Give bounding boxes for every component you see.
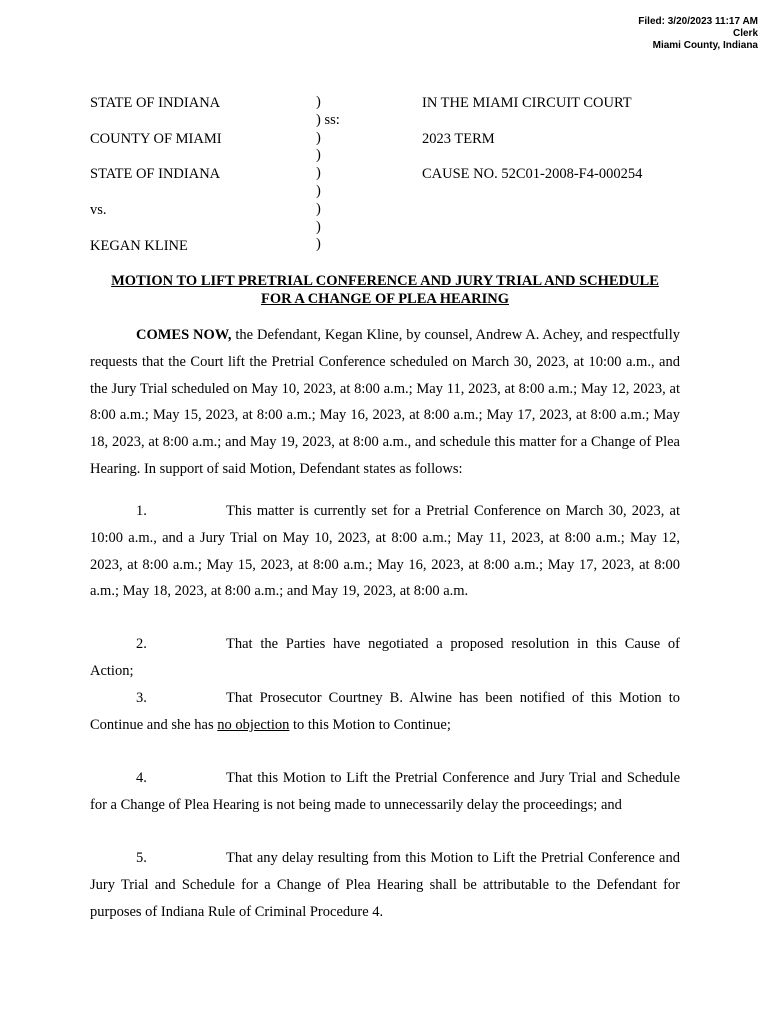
filed-clerk: Clerk (732, 28, 758, 39)
paragraph-3-number: 3. (136, 690, 147, 706)
caption-term: 2023 TERM (422, 131, 495, 147)
paragraph-5 (90, 845, 680, 925)
paragraph-3 (90, 685, 680, 739)
paragraph-4-number: 4. (136, 770, 147, 786)
caption-parentheses: ) ) ss: ) ) ) ) ) ) ) (316, 94, 340, 253)
paragraph-4-text: That this Motion to Lift the Pretrial Conference and Jury Trial and Schedule for a Change of Plea Hearing is not being made to unnecessarily delay the proceedings; and (90, 770, 680, 813)
title-line-1: MOTION TO LIFT PRETRIAL CONFERENCE AND JURY TRIAL AND SCHEDULE (111, 273, 659, 289)
filing-stamp (638, 16, 758, 52)
caption-plaintiff: STATE OF INDIANA (90, 166, 221, 182)
caption-cause-number: CAUSE NO. 52C01-2008-F4-000254 (422, 166, 643, 182)
intro-paragraph (90, 322, 680, 483)
title-line-2: FOR A CHANGE OF PLEA HEARING (260, 291, 509, 307)
filed-county: Miami County, Indiana (652, 40, 758, 51)
caption-defendant: KEGAN KLINE (90, 238, 188, 254)
paragraph-1-number: 1. (136, 503, 147, 519)
paragraph-5-number: 5. (136, 850, 147, 866)
paragraph-2 (90, 631, 680, 685)
caption-court: IN THE MIAMI CIRCUIT COURT (422, 95, 632, 111)
paragraph-3-text-before: That Prosecutor Courtney B. Alwine has been notified of this Motion to Continue and she has (90, 690, 680, 733)
document-title (90, 272, 680, 308)
paragraph-4 (90, 765, 680, 819)
filed-date: Filed: 3/20/2023 11:17 AM (638, 16, 758, 27)
paragraph-1-text: This matter is currently set for a Pretrial Conference on March 30, 2023, at 10:00 a.m., and a Jury Trial on May 10, 2023, at 8:00 a.m.; May 11, 2023, at 8:00 a.m.; May 12, 2023, at 8:00 a.m.; May 15, 2023, at 8:00 a.m.; May 16, 2023, at 8:00 a.m.; May 17, 2023, at 8:00 a.m.; May 18, 2023, at 8:00 a.m.; and May 19, 2023, at 8:00 a.m. (90, 503, 680, 600)
caption-county: COUNTY OF MIAMI (90, 131, 222, 147)
paragraph-3-text-after: to this Motion to Continue; (289, 716, 451, 733)
paragraph-2-number: 2. (136, 636, 147, 652)
no-objection-underlined: no objection (217, 716, 290, 733)
paragraph-1 (90, 498, 680, 605)
intro-text: the Defendant, Kegan Kline, by counsel, Andrew A. Achey, and respectfully requests that the Court lift the Pretrial Conference scheduled on March 30, 2023, at 10:00 a.m., and the Jury Trial scheduled on May 10, 2023, at 8:00 a.m.; May 11, 2023, at 8:00 a.m.; May 12, 2023, at 8:00 a.m.; May 15, 2023, at 8:00 a.m.; May 16, 2023, at 8:00 a.m.; May 17, 2023, at 8:00 a.m.; May 18, 2023, at 8:00 a.m.; and May 19, 2023, at 8:00 a.m., and schedule this matter for a Change of Plea Hearing. In support of said Motion, Defendant states as follows: (90, 327, 680, 477)
caption-state: STATE OF INDIANA (90, 95, 221, 111)
paragraph-5-text: That any delay resulting from this Motion to Lift the Pretrial Conference and Jury Trial and Schedule for a Change of Plea Hearing shall be attributable to the Defendant for purposes of Indiana Rule of Criminal Procedure 4. (90, 850, 680, 920)
paragraph-2-text: That the Parties have negotiated a proposed resolution in this Cause of Action; (90, 636, 680, 679)
caption-versus: vs. (90, 202, 107, 218)
intro-lead: COMES NOW, (136, 327, 232, 343)
